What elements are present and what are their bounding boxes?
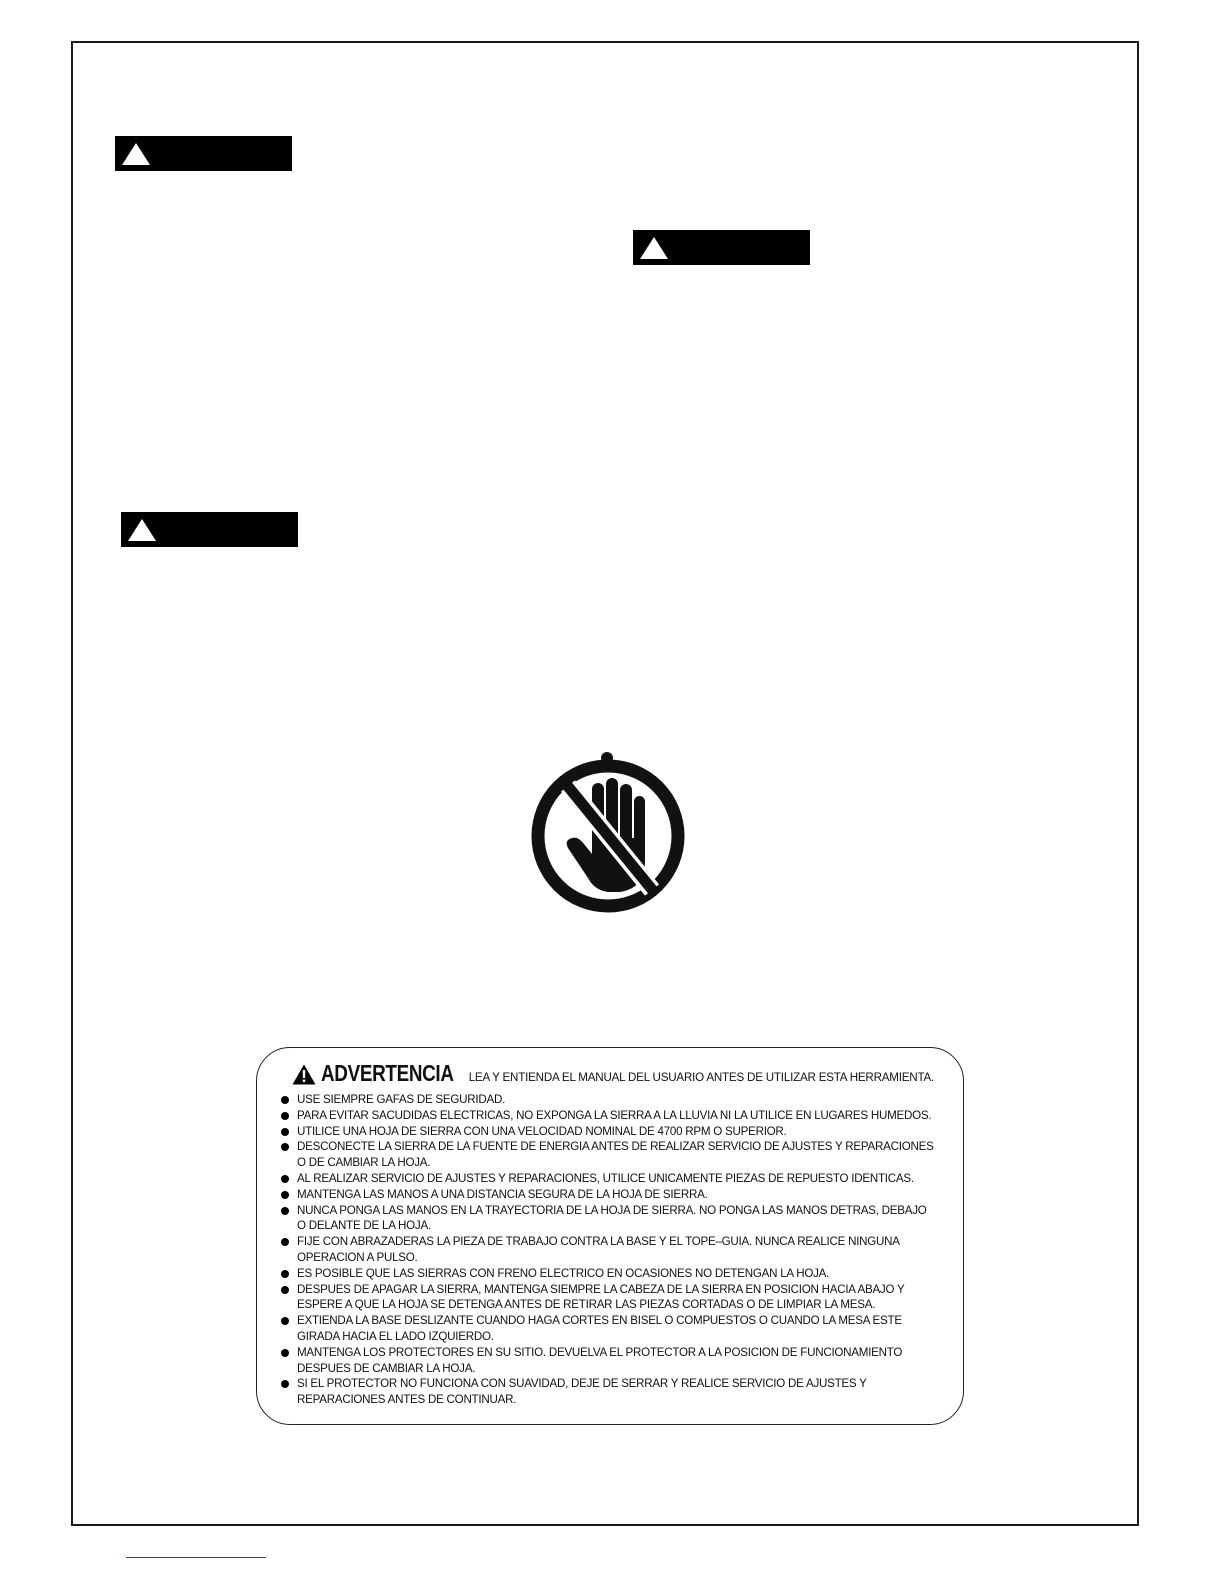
bullet-icon [281, 1238, 289, 1246]
warning-triangle-icon [121, 142, 151, 166]
warning-bar [121, 512, 298, 547]
bullet-icon [281, 1349, 289, 1357]
list-item: USE SIEMPRE GAFAS DE SEGURIDAD. [281, 1092, 945, 1108]
warning-intro: LEA Y ENTIENDA EL MANUAL DEL USUARIO ANTES DE UTILIZAR ESTA HERRAMIENTA. [468, 1071, 935, 1084]
warning-heading: ADVERTENCIA [320, 1060, 454, 1086]
warning-list [281, 1092, 945, 1408]
bullet-icon [281, 1191, 289, 1199]
bullet-icon [281, 1128, 289, 1136]
warning-triangle-icon [127, 518, 157, 542]
list-item: DESPUES DE APAGAR LA SIERRA, MANTENGA SIEMPRE LA CABEZA DE LA SIERRA EN POSICION HACIA ABAJO Y ESPERE A QUE LA HOJA SE DETENGA ANTES DE RETIRAR LAS PIEZAS CORTADAS O DE LIMPIAR LA MESA. [281, 1282, 945, 1314]
list-item: DESCONECTE LA SIERRA DE LA FUENTE DE ENERGIA ANTES DE REALIZAR SERVICIO DE AJUSTES Y REPARACIONES O DE CAMBIAR LA HOJA. [281, 1139, 945, 1171]
bullet-icon [281, 1096, 289, 1104]
list-item: AL REALIZAR SERVICIO DE AJUSTES Y REPARACIONES, UTILICE UNICAMENTE PIEZAS DE REPUESTO IDENTICAS. [281, 1171, 945, 1187]
list-item: SI EL PROTECTOR NO FUNCIONA CON SUAVIDAD, DEJE DE SERRAR Y REALICE SERVICIO DE AJUSTES Y REPARACIONES ANTES DE CONTINUAR. [281, 1376, 945, 1408]
footer-link-rule [126, 1557, 266, 1558]
bullet-icon [281, 1270, 289, 1278]
list-item: NUNCA PONGA LAS MANOS EN LA TRAYECTORIA DE LA HOJA DE SIERRA. NO PONGA LAS MANOS DETRAS, DEBAJO O DELANTE DE LA HOJA. [281, 1203, 945, 1235]
warning-label-header [281, 1060, 945, 1087]
list-item: PARA EVITAR SACUDIDAS ELECTRICAS, NO EXPONGA LA SIERRA A LA LLUVIA NI LA UTILICE EN LUGARES HUMEDOS. [281, 1108, 945, 1124]
list-item: UTILICE UNA HOJA DE SIERRA CON UNA VELOCIDAD NOMINAL DE 4700 RPM O SUPERIOR. [281, 1124, 945, 1140]
warning-bar [115, 136, 292, 171]
warning-bar [633, 230, 810, 265]
list-item: FIJE CON ABRAZADERAS LA PIEZA DE TRABAJO CONTRA LA BASE Y EL TOPE–GUIA. NUNCA REALICE NINGUNA OPERACION A PULSO. [281, 1234, 945, 1266]
bullet-icon [281, 1175, 289, 1183]
bullet-icon [281, 1286, 289, 1294]
bullet-icon [281, 1143, 289, 1151]
bullet-icon [281, 1317, 289, 1325]
warning-triangle-icon [639, 236, 669, 260]
list-item: MANTENGA LAS MANOS A UNA DISTANCIA SEGURA DE LA HOJA DE SIERRA. [281, 1187, 945, 1203]
warning-label [256, 1047, 964, 1425]
warning-triangle-icon [292, 1064, 316, 1085]
no-hands-icon [528, 750, 688, 916]
list-item: EXTIENDA LA BASE DESLIZANTE CUANDO HAGA CORTES EN BISEL O COMPUESTOS O CUANDO LA MESA ESTE GIRADA HACIA EL LADO IZQUIERDO. [281, 1313, 945, 1345]
list-item: MANTENGA LOS PROTECTORES EN SU SITIO. DEVUELVA EL PROTECTOR A LA POSICION DE FUNCIONAMIENTO DESPUES DE CAMBIAR LA HOJA. [281, 1345, 945, 1377]
bullet-icon [281, 1112, 289, 1120]
bullet-icon [281, 1380, 289, 1388]
bullet-icon [281, 1207, 289, 1215]
list-item: ES POSIBLE QUE LAS SIERRAS CON FRENO ELECTRICO EN OCASIONES NO DETENGAN LA HOJA. [281, 1266, 945, 1282]
